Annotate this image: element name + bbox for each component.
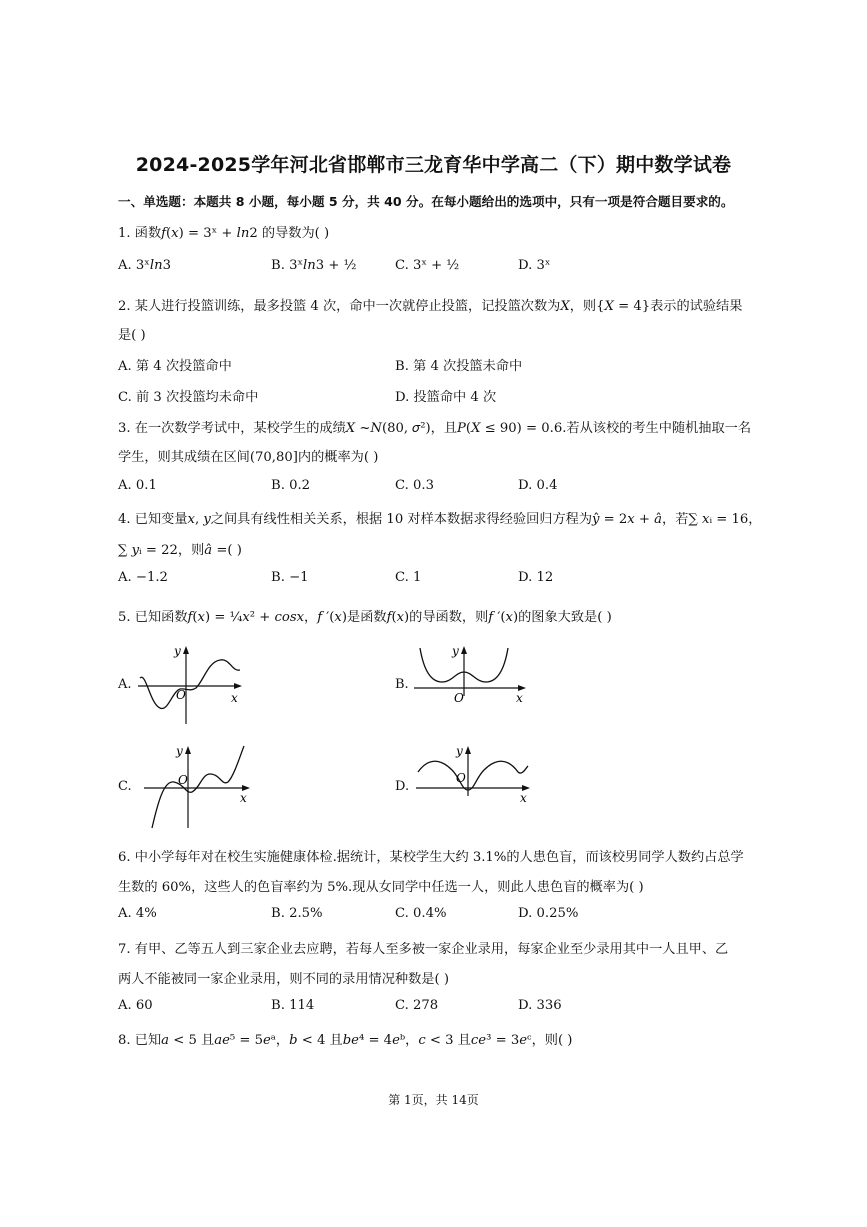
x-axis-label: x (231, 691, 238, 705)
y-axis-label: y (174, 644, 181, 658)
question-2-stem-line1: 2. 某人进行投篮训练，最多投篮 4 次，命中一次就停止投篮，记投篮次数为𝑋，则{𝑋 = 4}表示的试验结果 (118, 299, 743, 314)
x-axis-label: x (240, 791, 247, 805)
question-3-stem-line1: 3. 在一次数学考试中，某校学生的成绩𝑋 ~𝑁(80, 𝜎²)，且𝑃(𝑋 ≤ 90) = 0.6.若从该校的考生中随机抽取一名 (118, 421, 752, 436)
q7-option-b: B. 114 (271, 998, 315, 1013)
q2-option-a: A. 第 4 次投篮命中 (118, 359, 232, 374)
q5-option-d-label: D. (395, 779, 410, 794)
question-7-stem-line1: 7. 有甲、乙等五人到三家企业去应聘，若每人至多被一家企业录用，每家企业至少录用其中一人且甲、乙 (118, 942, 729, 957)
y-axis-arrow (461, 646, 467, 654)
q6-option-b: B. 2.5% (271, 906, 323, 921)
curve (140, 660, 240, 709)
y-axis-label: y (176, 744, 183, 758)
origin-label: O (176, 688, 186, 702)
x-axis-label: x (520, 791, 527, 805)
q5-option-c-label: C. (118, 779, 132, 794)
q6-option-c: C. 0.4% (395, 906, 447, 921)
curve (152, 746, 244, 828)
q4-option-c: C. 1 (395, 570, 422, 585)
q5-graph-b (410, 642, 530, 706)
q5-option-a-label: A. (118, 677, 132, 692)
x-axis-label: x (516, 691, 523, 705)
page-title: 2024-2025学年河北省邯郸市三龙育华中学高二（下）期中数学试卷 (135, 154, 732, 176)
question-6-stem-line1: 6. 中小学每年对在校生实施健康体检.据统计，某校学生大约 3.1%的人患色盲，而该校男同学人数约占总学 (118, 850, 744, 865)
question-7-stem-line2: 两人不能被同一家企业录用，则不同的录用情况种数是( ) (118, 972, 449, 987)
y-axis-arrow (465, 746, 471, 754)
section-heading: 一、单选题：本题共 8 小题，每小题 5 分，共 40 分。在每小题给出的选项中，只有一项是符合题目要求的。 (118, 194, 734, 209)
q7-option-a: A. 60 (118, 998, 153, 1013)
question-4-stem-line1: 4. 已知变量𝑥, 𝑦之间具有线性相关关系，根据 10 对样本数据求得经验回归方程为𝑦̂ = 2𝑥 + 𝑎̂，若∑ 𝑥ᵢ = 16， (118, 512, 762, 527)
q7-option-c: C. 278 (395, 998, 439, 1013)
x-axis-arrow (234, 683, 242, 689)
q3-option-c: C. 0.3 (395, 478, 434, 493)
q2-option-d: D. 投篮命中 4 次 (395, 390, 497, 405)
question-2-stem-line2: 是( ) (118, 328, 146, 343)
origin-label: O (456, 771, 466, 785)
y-axis-arrow (185, 746, 191, 754)
y-axis-label: y (452, 644, 459, 658)
y-axis-arrow (183, 646, 189, 654)
q5-option-b-label: B. (395, 677, 409, 692)
question-1-stem: 1. 函数𝑓(𝑥) = 3ˣ + 𝑙𝑛2 的导数为( ) (118, 226, 330, 241)
question-3-stem-line2: 学生，则其成绩在区间(70,80]内的概率为( ) (118, 450, 379, 465)
question-8-stem: 8. 已知𝑎 < 5 且𝑎𝑒⁵ = 5𝑒ᵃ，𝑏 < 4 且𝑏𝑒⁴ = 4𝑒ᵇ，𝑐 < 3 且𝑐𝑒³ = 3𝑒ᶜ，则( ) (118, 1033, 573, 1048)
q7-option-d: D. 336 (518, 998, 562, 1013)
q6-option-a: A. 4% (118, 906, 157, 921)
curve (418, 761, 528, 790)
origin-label: O (454, 691, 464, 705)
q2-option-b: B. 第 4 次投篮未命中 (395, 359, 523, 374)
question-5-stem: 5. 已知函数𝑓(𝑥) = ¼𝑥² + 𝑐𝑜𝑠𝑥，𝑓 ′(𝑥)是函数𝑓(𝑥)的导函数，则𝑓 ′(𝑥)的图象大致是( ) (118, 610, 612, 625)
q4-option-d: D. 12 (518, 570, 554, 585)
q4-option-a: A. −1.2 (118, 570, 168, 585)
q1-option-b: B. 3ˣ𝑙𝑛3 + ½ (271, 258, 357, 273)
origin-label: O (178, 773, 188, 787)
q3-option-b: B. 0.2 (271, 478, 311, 493)
q5-graph-a (134, 642, 246, 726)
page-footer: 第 1页，共 14页 (388, 1093, 479, 1107)
question-4-stem-line2: ∑ 𝑦ᵢ = 22，则𝑎̂ =( ) (118, 543, 242, 558)
q3-option-a: A. 0.1 (118, 478, 157, 493)
q5-graph-c (134, 742, 254, 830)
question-6-stem-line2: 生数的 60%，这些人的色盲率约为 5%.现从女同学中任选一人，则此人患色盲的概率为( ) (118, 880, 644, 895)
q4-option-b: B. −1 (271, 570, 309, 585)
q3-option-d: D. 0.4 (518, 478, 558, 493)
q5-graph-d (410, 742, 534, 806)
q1-option-c: C. 3ˣ + ½ (395, 258, 460, 273)
q6-option-d: D. 0.25% (518, 906, 579, 921)
q1-option-d: D. 3ˣ (518, 258, 551, 273)
q1-option-a: A. 3ˣ𝑙𝑛3 (118, 258, 171, 273)
q2-option-c: C. 前 3 次投篮均未命中 (118, 390, 259, 405)
y-axis-label: y (456, 744, 463, 758)
